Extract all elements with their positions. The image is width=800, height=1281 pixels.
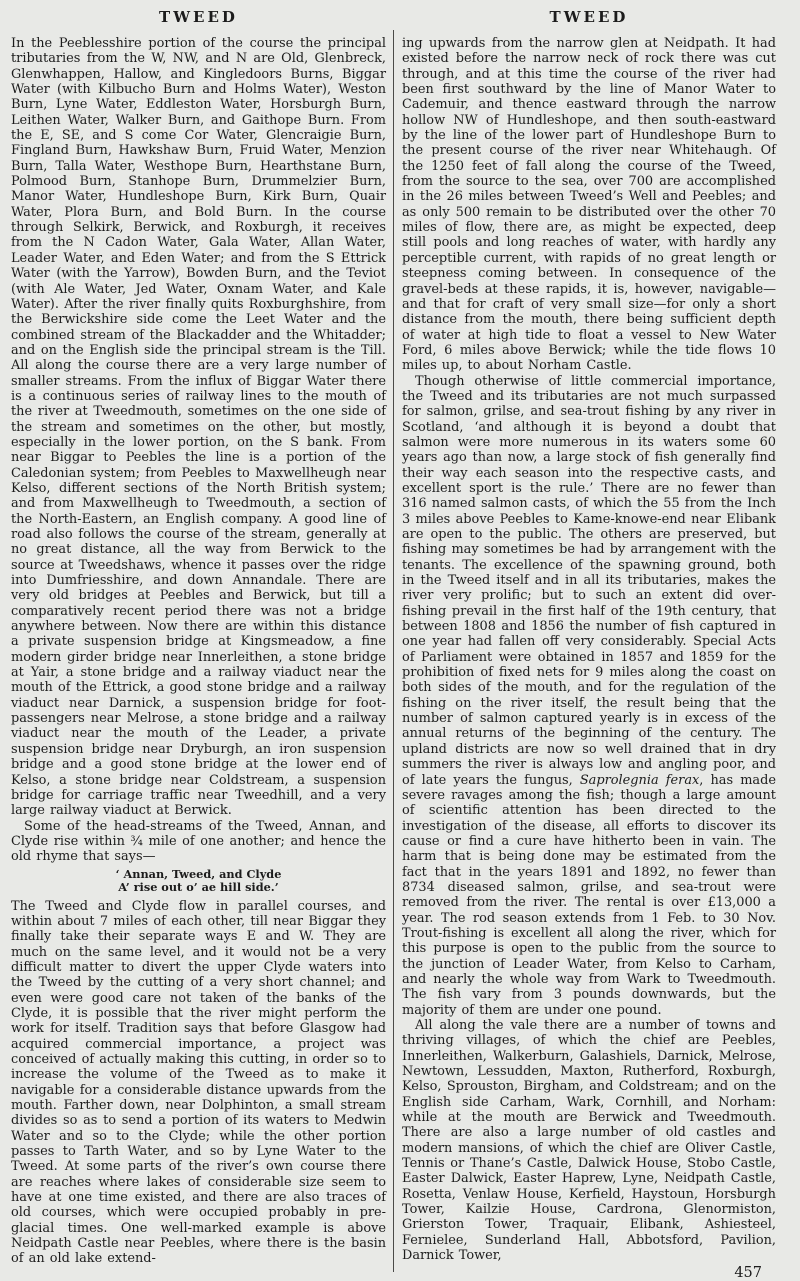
right-column xyxy=(394,6,776,1281)
paragraph-fishing xyxy=(402,374,776,1018)
paragraph-tributaries: In the Peeblesshire portion of the course the principal tributaries from the W, NW, and N are Old, Glenbreck, Glenwhappen, Hallow, and Kingledoors Burns, Biggar Water (with Kilbucho Burn and Holms Water), Weston Burn, Lyne Water, Eddleston Water, Horsburgh Burn, Leithen Water, Walker Burn, and Gaithope Burn. From the E, SE, and S come Cor Water, Glencraigie Burn, Fingland Burn, Hawkshaw Burn, Fruid Water, Menzion Burn, Talla Water, Westhope Burn, Hearthstane Burn, Polmood Burn, Stanhope Burn, Drummelzier Burn, Manor Water, Hundleshope Burn, Kirk Burn, Quair Water, Plora Burn, and Bold Burn. In the course through Selkirk, Berwick, and Roxburgh, it receives from the N Cadon Water, Gala Water, Allan Water, Leader Water, and Eden Water; and from the S Ettrick Water (with the Yarrow), Bowden Burn, and the Teviot (with Ale Water, Jed Water, Oxnam Water, and Kale Water). After the river finally quits Roxburghshire, from the Berwickshire side come the Leet Water and the combined stream of the Blackadder and the Whitadder; and on the English side the principal stream is the Till. All along the course there are a very large number of smaller streams. From the influx of Biggar Water there is a continuous series of railway lines to the mouth of the river at Tweedmouth, sometimes on the one side of the stream and sometimes on the other, but mostly, especially in the lower portion, on the S bank. From near Biggar to Peebles the line is a portion of the Caledonian system; from Peebles to Maxwellheugh near Kelso, different sections of the North British system; and from Maxwellheugh to Tweedmouth, a section of the North-Eastern, an English company. A good line of road also follows the course of the stream, generally at no great distance, all the way from Berwick to the source at Tweedshaws, whence it passes over the ridge into Dumfriesshire, and down Annandale. There are very old bridges at Peebles and Berwick, but till a comparatively recent period there was not a bridge anywhere between. Now there are within this distance a private suspension bridge at Kingsmeadow, a fine modern girder bridge near Innerleithen, a stone bridge at Yair, a stone bridge and a railway viaduct near the mouth of the Ettrick, a good stone bridge and a railway viaduct near Darnick, a suspension bridge for foot-passengers near Melrose, a stone bridge and a railway viaduct near the mouth of the Leader, a private suspension bridge near Dryburgh, an iron suspension bridge and a good stone bridge at the lower end of Kelso, a stone bridge near Coldstream, a suspension bridge for carriage traffic near Tweedhill, and a very large railway viaduct at Berwick. xyxy=(11,36,386,819)
verse-line: ‘ Annan, Tweed, and Clyde xyxy=(115,866,282,881)
paragraph-fishing-text: , has made severe ravages among the fish; though a large amount of scientific attention has been directed to the investigation of the disease, all efforts to discover its cause or find a cure have hitherto been in vain. The harm that is being done may be estimated from the fact that in the years 1891 and 1892, no fewer than 8734 diseased salmon, grilse, and sea-trout were removed from the river. The rental is over £13,000 a year. The rod season extends from 1 Feb. to 30 Nov. Trout-fishing is excellent all along the river, which for this purpose is open to the public from the source to the junction of Leader Water, from Kelso to Carham, and nearly the whole way from Wark to Tweedmouth. The fish vary from 3 pounds downwards, but the majority of them are under one pound. xyxy=(402,772,776,1018)
running-head-left: TWEED xyxy=(159,8,238,26)
species-name-italic: Saprolegnia ferax xyxy=(579,772,700,788)
left-column xyxy=(11,6,393,1272)
running-head-right: TWEED xyxy=(549,8,629,26)
verse-quote xyxy=(11,868,386,895)
paragraph-clyde-parallel: The Tweed and Clyde flow in parallel courses, and within about 7 miles of each other, till near Biggar they finally take their separate ways E and W. They are much on the same level, and it would not be a very difficult matter to divert the upper Clyde waters into the Tweed by the cutting of a very short channel; and even were good care not taken of the banks of the Clyde, it is possible that the river might perform the work for itself. Tradition says that before Glasgow had acquired commercial importance, a project was conceived of actually making this cutting, in order so to increase the volume of the Tweed as to make it navigable for a considerable distance upwards from the mouth. Farther down, near Dolphinton, a small stream divides so as to send a portion of its waters to Medwin Water and so to the Clyde; while the other portion passes to Tarth Water, and so by Lyne Water to the Tweed. At some parts of the river’s own course there are reaches where lakes of considerable size seem to have at one time existed, and there are also traces of old courses, which were occupied probably in pre-glacial times. One well-marked example is above Neidpath Castle near Peebles, where there is the basin of an old lake extend- xyxy=(11,898,386,1267)
paragraph-continuation: ing upwards from the narrow glen at Neidpath. It had existed before the narrow neck of rock there was cut through, and at this time the course of the river had been first southward by the line of Manor Water to Cademuir, and thence eastward through the narrow hollow NW of Hundleshope, and then south-eastward by the line of the lower part of Hundleshope Burn to the present course of the river near Whitehaugh. Of the 1250 feet of fall along the course of the Tweed, from the source to the sea, over 700 are accomplished in the 26 miles between Tweed’s Well and Peebles; and as only 500 remain to be distributed over the other 70 miles of flow, there are, as might be expected, deep still pools and long reaches of water, with hardly any perceptible current, with rapids of no great length or steepness coming between. In consequence of the gravel-beds at these rapids, it is, however, navigable—and that for craft of very small size—for only a short distance from the mouth, there being sufficient depth of water at high tide to float a vessel to New Water Ford, 6 miles above Berwick; while the tide flows 10 miles up, to about Norham Castle. xyxy=(402,36,776,374)
paragraph-towns-castles: All along the vale there are a number of towns and thriving villages, of which the chief are Peebles, Innerleithen, Walkerburn, Galashiels, Darnick, Melrose, Newtown, Lessudden, Maxton, Rutherford, Roxburgh, Kelso, Sprouston, Birgham, and Coldstream; and on the English side Carham, Wark, Cornhill, and Norham: while at the mouth are Berwick and Tweedmouth. There are also a large number of old castles and modern mansions, of which the chief are Oliver Castle, Tennis or Thane’s Castle, Dalwick House, Stobo Castle, Easter Dalwick, Easter Haprew, Lyne, Neidpath Castle, Rosetta, Venlaw House, Kerfield, Haystoun, Horsburgh Tower, Kailzie House, Cardrona, Glenormiston, Grierston Tower, Traquair, Elibank, Ashiesteel, Fernielee, Sunderland Hall, Abbotsford, Pavilion, Darnick Tower, xyxy=(402,1018,776,1264)
paragraph-headstreams: Some of the head-streams of the Tweed, Annan, and Clyde rise within ¾ mile of one another; and hence the old rhyme that says— xyxy=(11,818,386,865)
paragraph-fishing-text: Though otherwise of little commercial importance, the Tweed and its tributaries are not much surpassed for salmon, grilse, and sea-trout fishing by any river in Scotland, ‘and although it is beyond a doubt that salmon were more numerous in its waters some 60 years ago than now, a large stock of fish generally find their way each season into the respective casts, and excellent sport is the rule.’ There are no fewer than 316 named salmon casts, of which the 55 from the Inch 3 miles above Peebles to Kame-knowe-end near Elibank are open to the public. The others are preserved, but fishing may sometimes be had by arrangement with the tenants. The excellence of the spawning ground, both in the Tweed itself and in all its tributaries, makes the river very prolific; but to such an extent did over-fishing prevail in the first half of the 19th century, that between 1808 and 1856 the number of fish captured in one year had fallen off very considerably. Special Acts of Parliament were obtained in 1857 and 1859 for the prohibition of fixed nets for 9 miles along the coast on both sides of the mouth, and for the regulation of the fishing on the river itself, the result being that the number of salmon captured yearly is in excess of the annual returns of the beginning of the century. The upland districts are now so well drained that in dry summers the river is always low and angling poor, and of late years the fungus, xyxy=(402,373,776,788)
verse-line: A’ rise out o’ ae hill side.’ xyxy=(118,880,279,895)
page-number: 457 xyxy=(734,1264,762,1281)
